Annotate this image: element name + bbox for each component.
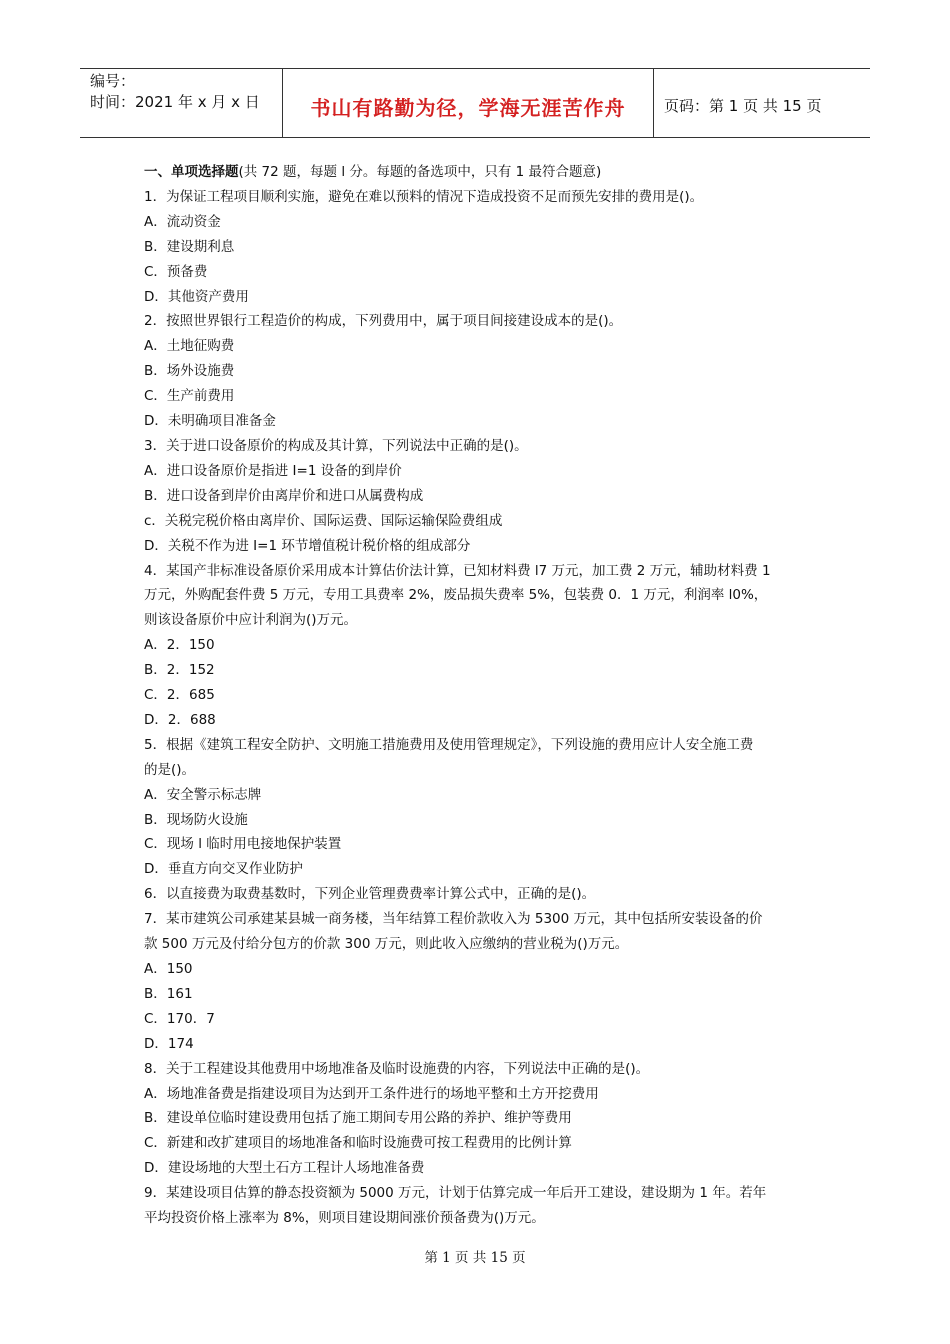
question-line: C．2．685 [144, 687, 215, 704]
question-line: 9．某建设项目估算的静态投资额为 5000 万元，计划于估算完成一年后开工建设，建设期为 1 年。若年 [144, 1185, 767, 1202]
header-page-cell [654, 69, 870, 137]
question-line: A．进口设备原价是指进 I=1 设备的到岸价 [144, 462, 402, 479]
question-line: 3．关于进口设备原价的构成及其计算，下列说法中正确的是()。 [144, 437, 528, 454]
question-line: D．174 [144, 1035, 194, 1052]
question-line: 则该设备原价中应计利润为()万元。 [144, 612, 358, 629]
question-line: A．2．150 [144, 637, 215, 654]
question-line: C．170．7 [144, 1010, 215, 1027]
question-line: D．垂直方向交叉作业防护 [144, 861, 303, 878]
question-line: D．2．688 [144, 711, 216, 728]
question-line: B．建设期利息 [144, 238, 235, 255]
question-line: 8．关于工程建设其他费用中场地准备及临时设施费的内容，下列说法中正确的是()。 [144, 1060, 650, 1077]
question-line: 平均投资价格上涨率为 8%，则项目建设期间涨价预备费为()万元。 [144, 1210, 545, 1227]
question-line: D．未明确项目准备金 [144, 413, 276, 430]
question-line: 4．某国产非标准设备原价采用成本计算估价法计算，已知材料费 l7 万元，加工费 2 万元，辅助材料费 1 [144, 562, 771, 579]
header-meta [80, 69, 282, 137]
question-line: B．2．152 [144, 662, 215, 679]
question-line: B．进口设备到岸价由离岸价和进口从属费构成 [144, 487, 424, 504]
question-line: B．场外设施费 [144, 363, 235, 380]
question-line: B．建设单位临时建设费用包括了施工期间专用公路的养护、维护等费用 [144, 1110, 572, 1127]
question-line: D．其他资产费用 [144, 288, 249, 305]
question-line: B．161 [144, 985, 193, 1002]
question-line: C．生产前费用 [144, 388, 235, 405]
question-line: D．建设场地的大型土石方工程计人场地准备费 [144, 1160, 425, 1177]
question-line: 7．某市建筑公司承建某县城一商务楼，当年结算工程价款收入为 5300 万元，其中包括所安装设备的价 [144, 911, 763, 928]
question-line: 2．按照世界银行工程造价的构成，下列费用中，属于项目间接建设成本的是()。 [144, 313, 623, 330]
question-lines [144, 185, 814, 1231]
question-line: 款 500 万元及付给分包方的价款 300 万元，则此收入应缴纳的营业税为()万元。 [144, 936, 629, 953]
question-line: A．场地准备费是指建设项目为达到开工条件进行的场地平整和土方开挖费用 [144, 1085, 599, 1102]
section-heading [144, 160, 814, 185]
question-body [144, 160, 814, 1231]
question-line: 1．为保证工程项目顺利实施，避免在难以预料的情况下造成投资不足而预先安排的费用是()。 [144, 188, 704, 205]
header-motto-cell [282, 69, 654, 137]
question-line: A．安全警示标志牌 [144, 786, 262, 803]
document-number-label: 编号： [90, 72, 136, 90]
question-line: A．150 [144, 961, 193, 977]
question-line: A．流动资金 [144, 213, 221, 230]
section-note: (共 72 题，每题 l 分。每题的备选项中，只有 1 最符合题意) [238, 164, 602, 180]
question-line: B．现场防火设施 [144, 811, 248, 828]
question-line: 6．以直接费为取费基数时，下列企业管理费费率计算公式中，正确的是()。 [144, 886, 596, 903]
header-page-code: 页码：第 1 页 共 15 页 [664, 96, 822, 115]
section-title: 一、单项选择题 [144, 164, 239, 180]
header-motto: 书山有路勤为径，学海无涯苦作舟 [310, 95, 626, 120]
question-line: A．土地征购费 [144, 338, 235, 355]
document-time-label: 时间：2021 年 x 月 x 日 [90, 93, 260, 111]
question-line: C．预备费 [144, 263, 208, 280]
question-line: D．关税不作为进 I=1 环节增值税计税价格的组成部分 [144, 537, 471, 554]
question-line: C．新建和改扩建项目的场地准备和临时设施费可按工程费用的比例计算 [144, 1135, 572, 1152]
question-line: 的是()。 [144, 761, 196, 778]
question-line: C．现场 l 临时用电接地保护装置 [144, 836, 342, 853]
question-line: 5．根据《建筑工程安全防护、文明施工措施费用及使用管理规定》，下列设施的费用应计人安全施工费 [144, 736, 754, 753]
question-line: 万元，外购配套件费 5 万元，专用工具费率 2%，废品损失费率 5%，包装费 0．1 万元，利润率 l0%， [144, 587, 768, 604]
question-line: c．关税完税价格由离岸价、国际运费、国际运输保险费组成 [144, 512, 503, 529]
page-header [80, 68, 870, 138]
page-footer: 第 1 页 共 15 页 [424, 1250, 526, 1266]
